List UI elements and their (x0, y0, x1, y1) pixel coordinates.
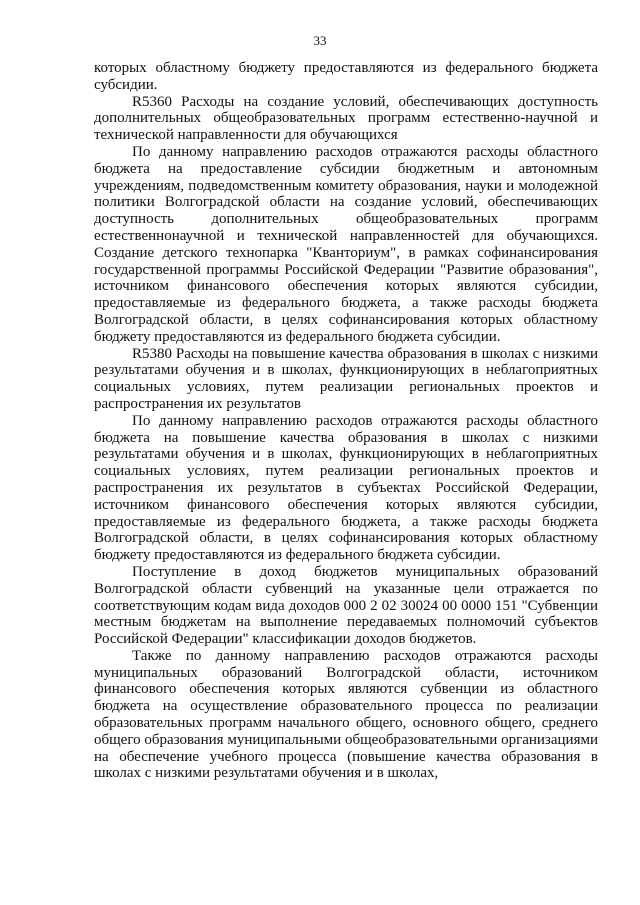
paragraph: которых областному бюджету предоставляются из федерального бюджета субсидии. (94, 60, 598, 93)
paragraph: R5380 Расходы на повышение качества образования в школах с низкими результатами обучения и в школах, функционирующих в неблагоприятных социальных условиях, путем реализации региональных проектов и распространения их результатов (94, 345, 598, 412)
paragraph: По данному направлению расходов отражаются расходы областного бюджета на повышение качества образования в школах с низкими результатами обучения и в школах, функционирующих в неблагоприятных социальных условиях, путем реализации региональных проектов и распространения их результатов в субъектах Российской Федерации, источником финансового обеспечения которых являются субсидии, предоставляемые из федерального бюджета, а также расходы бюджета Волгоградской области, в целях софинансирования которых областному бюджету предоставляются из федерального бюджета субсидии. (94, 412, 598, 564)
paragraph: Также по данному направлению расходов отражаются расходы муниципальных образований Волгоградской области, источником финансового обеспечения которых являются субвенции из областного бюджета на осуществление образовательного процесса по реализации образовательных программ начального общего, основного общего, среднего общего образования муниципальными общеобразовательными организациями на обеспечение учебного процесса (повышение качества образования в школах с низкими результатами обучения и в школах, (94, 647, 598, 782)
paragraph: R5360 Расходы на создание условий, обеспечивающих доступность дополнительных общеобразовательных программ естественно-научной и технической направленности для обучающихся (94, 93, 598, 144)
paragraph: По данному направлению расходов отражаются расходы областного бюджета на предоставление субсидии бюджетным и автономным учреждениям, подведомственным комитету образования, науки и молодежной политики Волгоградской области на создание условий, обеспечивающих доступность дополнительных общеобразовательных программ естественнонаучной и технической направленностей для обучающихся. Создание детского технопарка "Кванториум", в рамках софинансирования государственной программы Российской Федерации "Развитие образования", источником финансового обеспечения которых являются субсидии, предоставляемые из федерального бюджета, а также расходы бюджета Волгоградской области, в целях софинансирования которых областному бюджету предоставляются из федерального бюджета субсидии. (94, 143, 598, 345)
paragraph: Поступление в доход бюджетов муниципальных образований Волгоградской области субвенций на указанные цели отражается по соответствующим кодам вида доходов 000 2 02 30024 00 0000 151 "Субвенции местным бюджетам на выполнение передаваемых полномочий субъектов Российской Федерации" классификации доходов бюджетов. (94, 563, 598, 648)
page-number: 33 (313, 33, 327, 48)
document-body (94, 60, 598, 782)
